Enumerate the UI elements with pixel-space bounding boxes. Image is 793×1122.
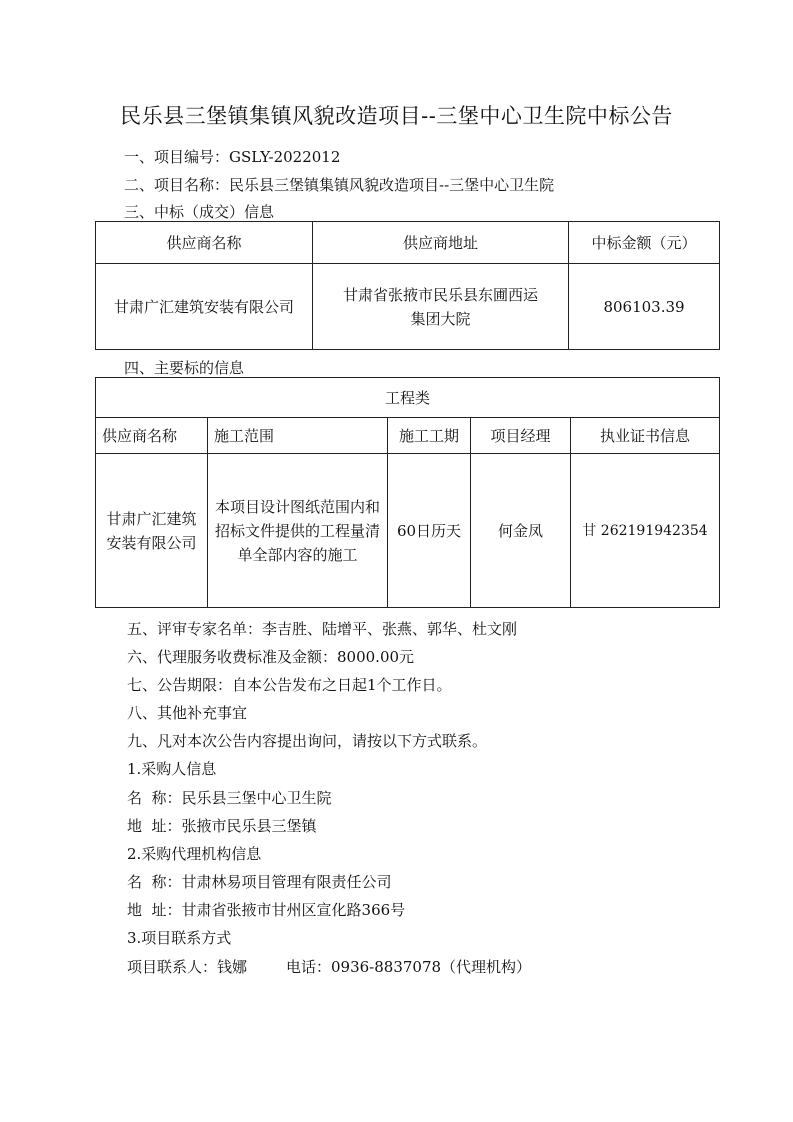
subject-header-period: 施工工期 (388, 418, 471, 454)
subject-category: 工程类 (96, 378, 720, 418)
subject-cell-certificate: 甘 262191942354 (571, 454, 720, 608)
section-project-name: 二、项目名称：民乐县三堡镇集镇风貌改造项目--三堡中心卫生院 (124, 176, 555, 194)
subject-header-scope: 施工范围 (208, 418, 388, 454)
award-header-supplier: 供应商名称 (96, 222, 313, 264)
award-cell-address: 甘肃省张掖市民乐县东圃西运集团大院 (313, 264, 569, 350)
contact-person: 项目联系人：钱娜 (127, 958, 248, 976)
section-inquiry: 九、凡对本次公告内容提出询问，请按以下方式联系。 (127, 732, 488, 750)
purchaser-heading: 1.采购人信息 (127, 760, 217, 778)
subject-table (95, 377, 720, 608)
section-award-info: 三、中标（成交）信息 (124, 203, 275, 221)
award-cell-supplier: 甘肃广汇建筑安装有限公司 (96, 264, 313, 350)
award-table (95, 221, 720, 350)
agency-address: 地 址：甘肃省张掖市甘州区宣化路366号 (127, 901, 406, 919)
contact-heading: 3.项目联系方式 (127, 929, 232, 947)
subject-cell-scope: 本项目设计图纸范围内和招标文件提供的工程量清单全部内容的施工 (208, 454, 388, 608)
contact-phone: 电话：0936-8837078（代理机构） (286, 958, 532, 976)
purchaser-address: 地 址：张掖市民乐县三堡镇 (127, 817, 317, 835)
agency-heading: 2.采购代理机构信息 (127, 845, 262, 863)
subject-header-certificate: 执业证书信息 (571, 418, 720, 454)
subject-cell-supplier: 甘肃广汇建筑安装有限公司 (96, 454, 208, 608)
award-cell-amount: 806103.39 (569, 264, 720, 350)
award-header-address: 供应商地址 (313, 222, 569, 264)
section-main-subject: 四、主要标的信息 (124, 359, 245, 377)
section-project-number: 一、项目编号：GSLY-2022012 (124, 148, 341, 166)
subject-header-manager: 项目经理 (471, 418, 571, 454)
section-period: 七、公告期限：自本公告发布之日起1个工作日。 (127, 676, 452, 694)
award-header-amount: 中标金额（元） (569, 222, 720, 264)
subject-cell-period: 60日历天 (388, 454, 471, 608)
page-title: 民乐县三堡镇集镇风貌改造项目--三堡中心卫生院中标公告 (120, 104, 673, 128)
section-fee: 六、代理服务收费标准及金额：8000.00元 (127, 648, 415, 666)
section-other: 八、其他补充事宜 (127, 704, 248, 722)
purchaser-name: 名 称：民乐县三堡中心卫生院 (127, 789, 332, 807)
section-experts: 五、评审专家名单：李吉胜、陆增平、张燕、郭华、杜文刚 (127, 620, 518, 638)
subject-cell-manager: 何金凤 (471, 454, 571, 608)
subject-header-supplier: 供应商名称 (96, 418, 208, 454)
agency-name: 名 称：甘肃林易项目管理有限责任公司 (127, 873, 392, 891)
